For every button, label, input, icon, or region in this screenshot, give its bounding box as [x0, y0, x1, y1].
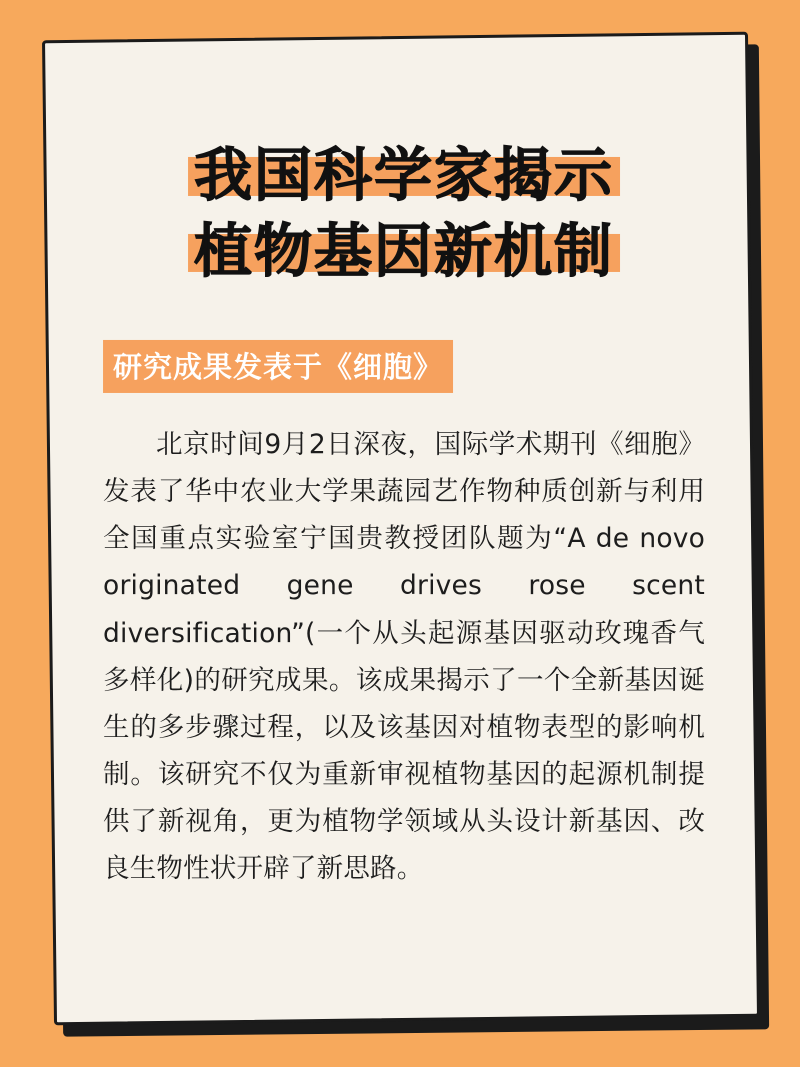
subtitle-badge: 研究成果发表于《细胞》 [103, 340, 453, 393]
headline-line-1-text: 我国科学家揭示 [194, 140, 615, 209]
content-card [42, 32, 760, 1026]
subtitle-container [103, 340, 705, 393]
headline-line-2-text: 植物基因新机制 [194, 217, 615, 286]
headline-line-2 [194, 217, 614, 285]
body-paragraph: 北京时间9月2日深夜，国际学术期刊《细胞》发表了华中农业大学果蔬园艺作物种质创新与利用全国重点实验室宁国贵教授团队题为“A de novo originated gene drives rose scent diversification”(一个从头起源基因驱动玫瑰香气多样化)的研究成果。该成果揭示了一个全新基因诞生的多步骤过程，以及该基因对植物表型的影响机制。该研究不仅为重新审视植物基因的起源机制提供了新视角，更为植物学领域从头设计新基因、改良生物性状开辟了新思路。 [103, 428, 706, 885]
headline [103, 141, 705, 294]
card-inner [51, 39, 757, 1024]
headline-line-1 [194, 141, 614, 209]
